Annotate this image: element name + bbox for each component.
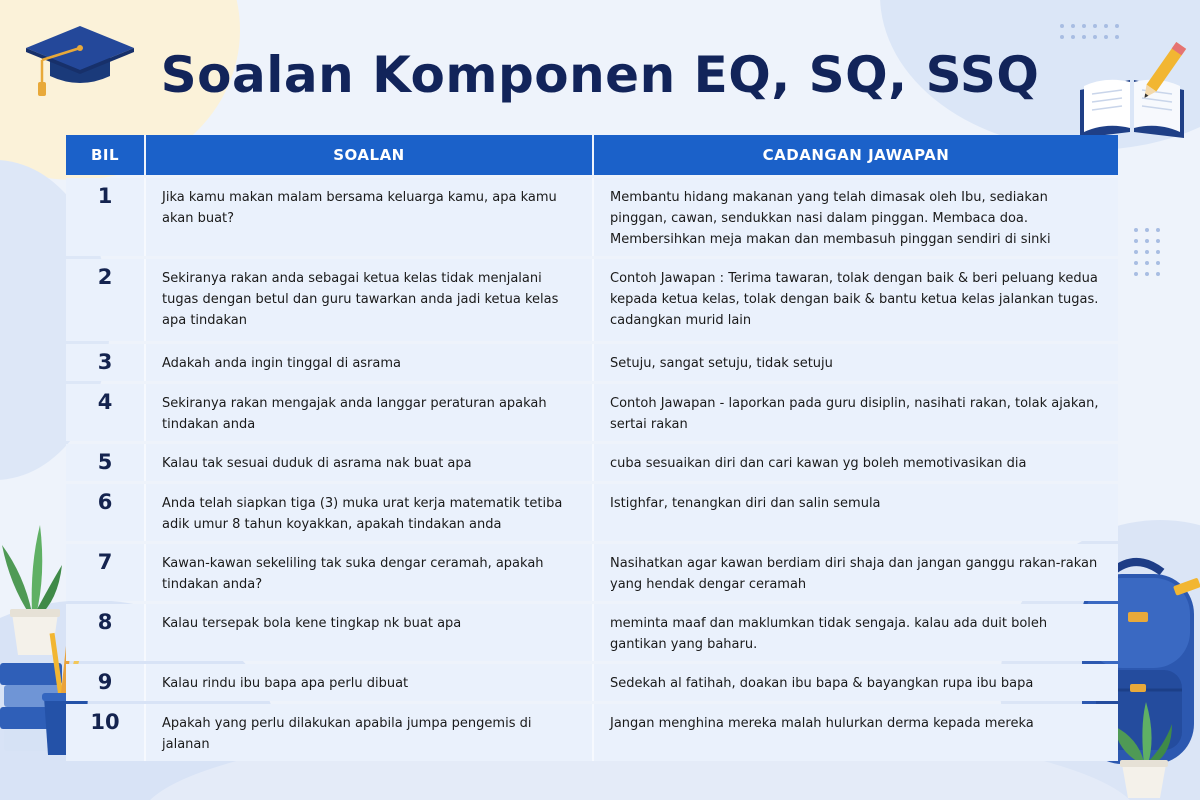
page-title: Soalan Komponen EQ, SQ, SSQ [160,46,1040,104]
answer-cell: cuba sesuaikan diri dan cari kawan yg boleh memotivasikan dia [594,444,1118,481]
row-number: 8 [66,604,146,661]
answer-cell: meminta maaf dan maklumkan tidak sengaja. kalau ada duit boleh gantikan yang baharu. [594,604,1118,661]
header-soalan: SOALAN [146,135,594,175]
dot-pattern [1134,228,1160,276]
table-row [66,544,1118,601]
answer-cell: Contoh Jawapan : Terima tawaran, tolak dengan baik & beri peluang kedua kepada ketua kelas, tolak dengan baik & bantu ketua kelas jalankan tugas. cadangkan murid lain [594,259,1118,341]
answer-cell: Jangan menghina mereka malah hulurkan derma kepada mereka [594,704,1118,761]
table-row [66,444,1118,481]
answer-cell: Istighfar, tenangkan diri dan salin semula [594,484,1118,541]
table-row [66,259,1118,341]
header-cadangan-jawapan: CADANGAN JAWAPAN [594,135,1118,175]
table-row [66,704,1118,761]
question-cell: Sekiranya rakan mengajak anda langgar peraturan apakah tindakan anda [146,384,594,441]
answer-cell: Nasihatkan agar kawan berdiam diri shaja dan jangan ganggu rakan-rakan yang hendak dengar ceramah [594,544,1118,601]
row-number: 7 [66,544,146,601]
question-cell: Sekiranya rakan anda sebagai ketua kelas tidak menjalani tugas dengan betul dan guru tawarkan anda jadi ketua kelas apa tindakan [146,259,594,341]
row-number: 10 [66,704,146,761]
answer-cell: Membantu hidang makanan yang telah dimasak oleh Ibu, sediakan pinggan, cawan, sendukkan nasi dalam pinggan. Membaca doa. Membersihkan meja makan dan membasuh pinggan sendiri di sinki [594,178,1118,256]
question-cell: Kawan-kawan sekeliling tak suka dengar ceramah, apakah tindakan anda? [146,544,594,601]
answer-cell: Contoh Jawapan - laporkan pada guru disiplin, nasihati rakan, tolak ajakan, sertai rakan [594,384,1118,441]
question-cell: Kalau tersepak bola kene tingkap nk buat apa [146,604,594,661]
table-header-row [66,135,1118,175]
table-row [66,604,1118,661]
dot-pattern [1060,24,1119,39]
row-number: 9 [66,664,146,701]
header-bil: BIL [66,135,146,175]
question-cell: Kalau tak sesuai duduk di asrama nak buat apa [146,444,594,481]
question-cell: Kalau rindu ibu bapa apa perlu dibuat [146,664,594,701]
questions-table [66,132,1118,764]
row-number: 5 [66,444,146,481]
question-cell: Anda telah siapkan tiga (3) muka urat kerja matematik tetiba adik umur 8 tahun koyakkan, apakah tindakan anda [146,484,594,541]
question-cell: Jika kamu makan malam bersama keluarga kamu, apa kamu akan buat? [146,178,594,256]
answer-cell: Sedekah al fatihah, doakan ibu bapa & bayangkan rupa ibu bapa [594,664,1118,701]
table-row [66,664,1118,701]
table-row [66,344,1118,381]
row-number: 4 [66,384,146,441]
table-row [66,178,1118,256]
question-cell: Apakah yang perlu dilakukan apabila jumpa pengemis di jalanan [146,704,594,761]
table-row [66,484,1118,541]
small-plant-icon [1112,696,1174,800]
row-number: 6 [66,484,146,541]
row-number: 2 [66,259,146,341]
answer-cell: Setuju, sangat setuju, tidak setuju [594,344,1118,381]
row-number: 1 [66,178,146,256]
question-cell: Adakah anda ingin tinggal di asrama [146,344,594,381]
table-row [66,384,1118,441]
row-number: 3 [66,344,146,381]
